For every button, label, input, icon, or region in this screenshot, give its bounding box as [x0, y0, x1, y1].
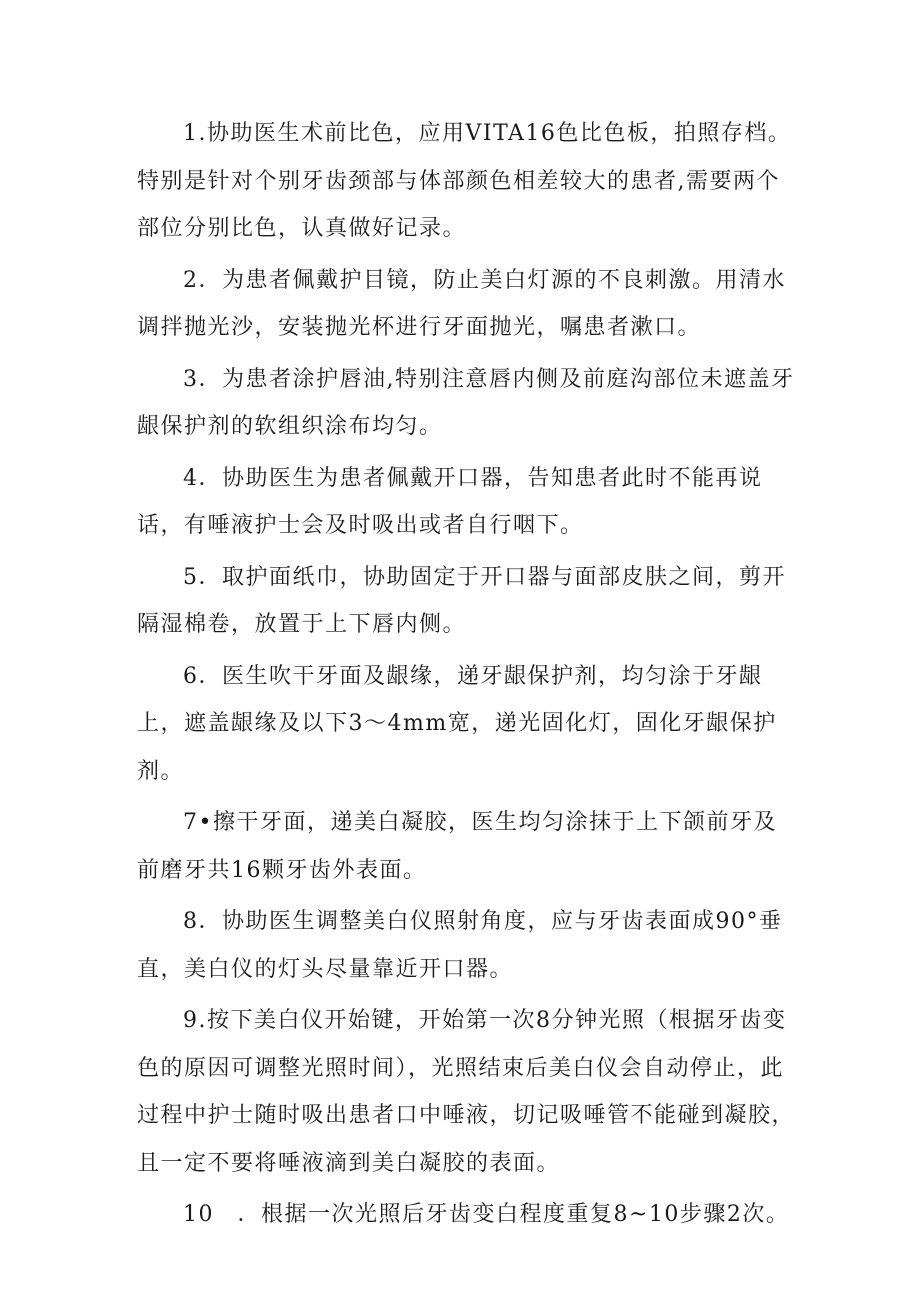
step-5-paragraph: 5．取护面纸巾，协助固定于开口器与面部皮肤之间，剪开隔湿棉卷，放置于上下唇内侧。	[137, 564, 786, 637]
step-3-paragraph: 3．为患者涂护唇油,特别注意唇内侧及前庭沟部位未遮盖牙龈保护剂的软组织涂布均匀。	[137, 366, 795, 439]
step-6-paragraph: 6．医生吹干牙面及龈缘，递牙龈保护剂，均匀涂于牙龈上，遮盖龈缘及以下3～4mm宽，递光固化灯，固化牙龈保护剂。	[137, 663, 777, 784]
document-body	[137, 110, 797, 1243]
step-4-paragraph: 4．协助医生为患者佩戴开口器，告知患者此时不能再说话，有唾液护士会及时吸出或者自行咽下。	[137, 465, 763, 538]
step-7-paragraph: 7•擦干牙面，递美白凝胶，医生均匀涂抹于上下颌前牙及前磨牙共16颗牙齿外表面。	[137, 810, 777, 883]
step-9-paragraph: 9.按下美白仪开始键，开始第一次8分钟光照（根据牙齿变色的原因可调整光照时间），光照结束后美白仪会自动停止，此过程中护士随时吸出患者口中唾液，切记吸唾管不能碰到凝胶，且一定不要将唾液滴到美白凝胶的表面。	[137, 1008, 796, 1176]
step-10-paragraph: 10 ．根据一次光照后牙齿变白程度重复8~10步骤2次。	[183, 1202, 790, 1227]
step-2-paragraph: 2．为患者佩戴护目镜，防止美白灯源的不良刺激。用清水调拌抛光沙，安装抛光杯进行牙面抛光，嘱患者漱口。	[137, 267, 786, 340]
step-8-paragraph: 8．协助医生调整美白仪照射角度，应与牙齿表面成90°垂直，美白仪的灯头尽量靠近开口器。	[137, 909, 783, 982]
step-1-paragraph: 1.协助医生术前比色，应用VITA16色比色板，拍照存档。特别是针对个别牙齿颈部与体部颜色相差较大的患者,需要两个部位分别比色，认真做好记录。	[137, 121, 792, 241]
